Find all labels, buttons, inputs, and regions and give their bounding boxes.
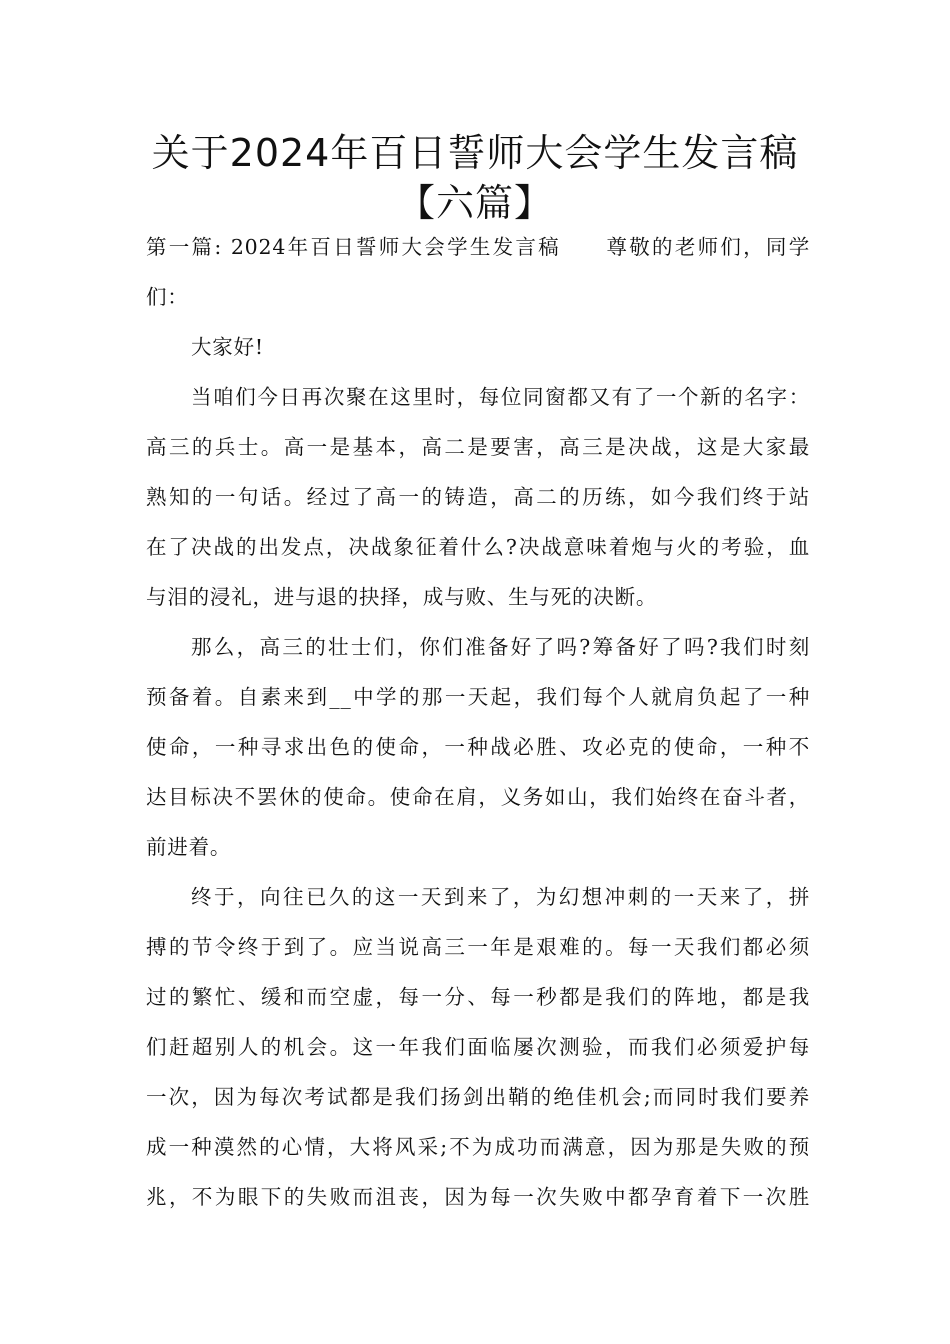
text-line: 过的繁忙、缓和而空虚，每一分、每一秒都是我们的阵地，都是我: [146, 985, 810, 1009]
text-line: 在了决战的出发点，决战象征着什么?决战意味着炮与火的考验，血: [146, 535, 810, 559]
document-title-line1: 关于2024年百日誓师大会学生发言稿: [151, 131, 799, 175]
text-line: 们赶超别人的机会。这一年我们面临屡次测验，而我们必须爱护每: [146, 1035, 810, 1059]
text-line: 一次，因为每次考试都是我们扬剑出鞘的绝佳机会;而同时我们要养: [146, 1085, 810, 1109]
text-line: 当咱们今日再次聚在这里时，每位同窗都又有了一个新的名字：: [191, 385, 810, 409]
document-body: [146, 222, 810, 1222]
text-line: 达目标决不罢休的使命。使命在肩，义务如山，我们始终在奋斗者，: [146, 785, 810, 809]
text-line: 兆，不为眼下的失败而沮丧，因为每一次失败中都孕育着下一次胜: [146, 1185, 810, 1209]
text-line: 大家好!: [191, 335, 264, 359]
text-line: 搏的节令终于到了。应当说高三一年是艰难的。每一天我们都必须: [146, 935, 810, 959]
text-line: 终于，向往已久的这一天到来了，为幻想冲刺的一天来了，拼: [191, 885, 810, 909]
text-line: 预备着。自素来到__中学的那一天起，我们每个人就肩负起了一种: [146, 685, 810, 709]
text-line: 与泪的浸礼，进与退的抉择，成与败、生与死的决断。: [146, 585, 658, 609]
text-line: 那么，高三的壮士们，你们准备好了吗?筹备好了吗?我们时刻: [191, 635, 810, 659]
text-line: 前进着。: [146, 835, 232, 859]
text-line: 们：: [146, 285, 189, 309]
text-line: 熟知的一句话。经过了高一的铸造，高二的历练，如今我们终于站: [146, 485, 810, 509]
text-line: 成一种漠然的心情，大将风采;不为成功而满意，因为那是失败的预: [146, 1135, 810, 1159]
text-line: 第一篇: 2024年百日誓师大会学生发言稿 尊敬的老师们，同学: [146, 235, 810, 259]
text-line: 使命，一种寻求出色的使命，一种战必胜、攻必克的使命，一种不: [146, 735, 810, 759]
text-line: 高三的兵士。高一是基本，高二是要害，高三是决战，这是大家最: [146, 435, 810, 459]
document-title-line2: 【六篇】: [396, 181, 553, 225]
